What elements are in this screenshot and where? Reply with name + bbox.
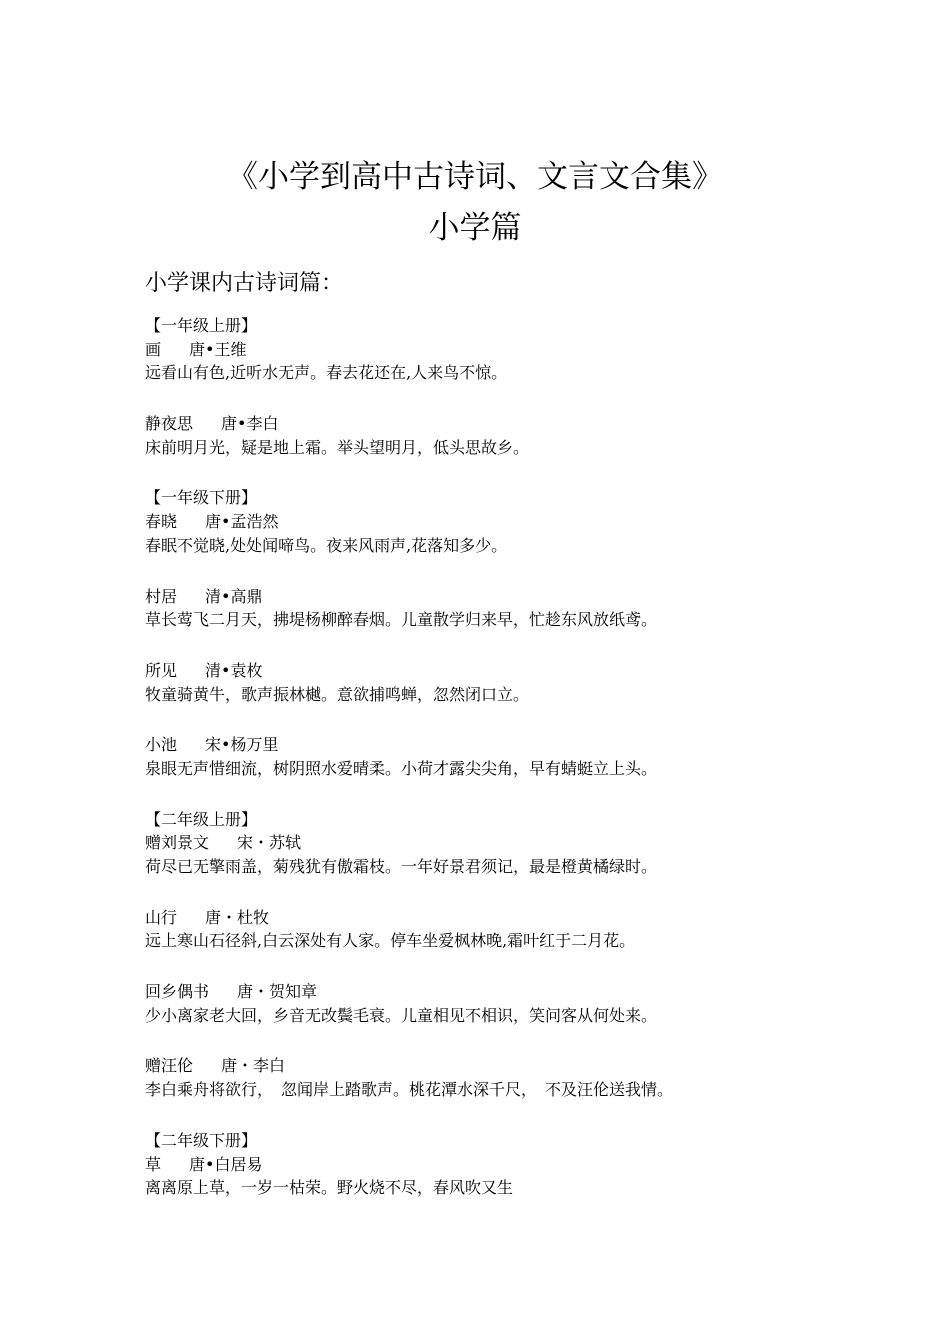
poem-header xyxy=(145,831,845,855)
poem-author: 宋•杨万里 xyxy=(205,735,279,755)
poem-title: 春晓 xyxy=(145,512,178,532)
grade-label: 【二年级上册】 xyxy=(145,809,258,829)
section-heading: 小学课内古诗词篇： xyxy=(145,271,344,296)
poem-title: 草 xyxy=(145,1154,162,1174)
grade-label: 【一年级下册】 xyxy=(145,488,258,508)
poem-author: 唐・李白 xyxy=(221,1056,286,1076)
poem-title: 回乡偶书 xyxy=(145,982,210,1002)
poem-title: 赠刘景文 xyxy=(145,833,210,853)
poem-text: 离离原上草，一岁一枯荣。野火烧不尽，春风吹又生 xyxy=(145,1178,514,1198)
poem-text: 草长莺飞二月天，拂堤杨柳醉春烟。儿童散学归来早，忙趁东风放纸鸢。 xyxy=(145,610,658,630)
poem-header xyxy=(145,585,845,609)
poem-text: 牧童骑黄牛，歌声振林樾。意欲捕鸣蝉，忽然闭口立。 xyxy=(145,684,530,704)
poem-author: 清•高鼎 xyxy=(205,586,263,606)
poem-header xyxy=(145,338,845,362)
poem-title: 赠汪伦 xyxy=(145,1056,194,1076)
poem-author: 唐•白居易 xyxy=(189,1154,263,1174)
poem-text: 春眠不觉晓,处处闻啼鸟。夜来风雨声,花落知多少。 xyxy=(145,535,508,555)
poem-author: 唐・贺知章 xyxy=(237,982,318,1002)
poem-text: 少小离家老大回，乡音无改鬓毛衰。儿童相见不相识，笑问客从何处来。 xyxy=(145,1005,658,1025)
poem-text: 李白乘舟将欲行， 忽闻岸上踏歌声。桃花潭水深千尺， 不及汪伦送我情。 xyxy=(145,1080,674,1100)
poem-text: 荷尽已无擎雨盖，菊残犹有傲霜枝。一年好景君须记，最是橙黄橘绿时。 xyxy=(145,857,658,876)
poem-header xyxy=(145,510,845,534)
document-subtitle: 小学篇 xyxy=(428,210,522,246)
poem-author: 唐・杜牧 xyxy=(205,907,270,927)
poem-title: 静夜思 xyxy=(145,414,194,434)
poem-author: 唐•孟浩然 xyxy=(205,512,279,532)
poem-title: 小池 xyxy=(145,735,178,755)
grade-label: 【二年级下册】 xyxy=(145,1130,258,1150)
poem-author: 清•袁枚 xyxy=(205,660,263,680)
poem-text: 远上寒山石径斜,白云深处有人家。停车坐爱枫林晚,霜叶红于二月花。 xyxy=(145,931,636,951)
poem-header xyxy=(145,1153,845,1177)
poem-author: 唐•王维 xyxy=(189,339,247,359)
poem-text: 床前明月光，疑是地上霜。举头望明月，低头思故乡。 xyxy=(145,437,530,457)
grade-label: 【一年级上册】 xyxy=(145,316,258,335)
poem-title: 画 xyxy=(145,339,162,359)
poem-author: 宋・苏轼 xyxy=(237,833,302,853)
poem-header xyxy=(145,659,845,683)
poem-list xyxy=(145,314,845,1200)
poem-header xyxy=(145,906,845,930)
poem-header xyxy=(145,1054,845,1078)
document-title: 《小学到高中古诗词、文言文合集》 xyxy=(227,159,723,195)
poem-author: 唐•李白 xyxy=(221,414,279,434)
poem-header xyxy=(145,733,845,757)
poem-title: 村居 xyxy=(145,586,178,606)
poem-text: 泉眼无声惜细流，树阴照水爱晴柔。小荷才露尖尖角，早有蜻蜓立上头。 xyxy=(145,758,658,778)
poem-header xyxy=(145,980,845,1004)
poem-title: 所见 xyxy=(145,660,178,680)
poem-header xyxy=(145,412,845,436)
poem-text: 远看山有色,近听水无声。春去花还在,人来鸟不惊。 xyxy=(145,363,508,383)
poem-title: 山行 xyxy=(145,907,178,927)
